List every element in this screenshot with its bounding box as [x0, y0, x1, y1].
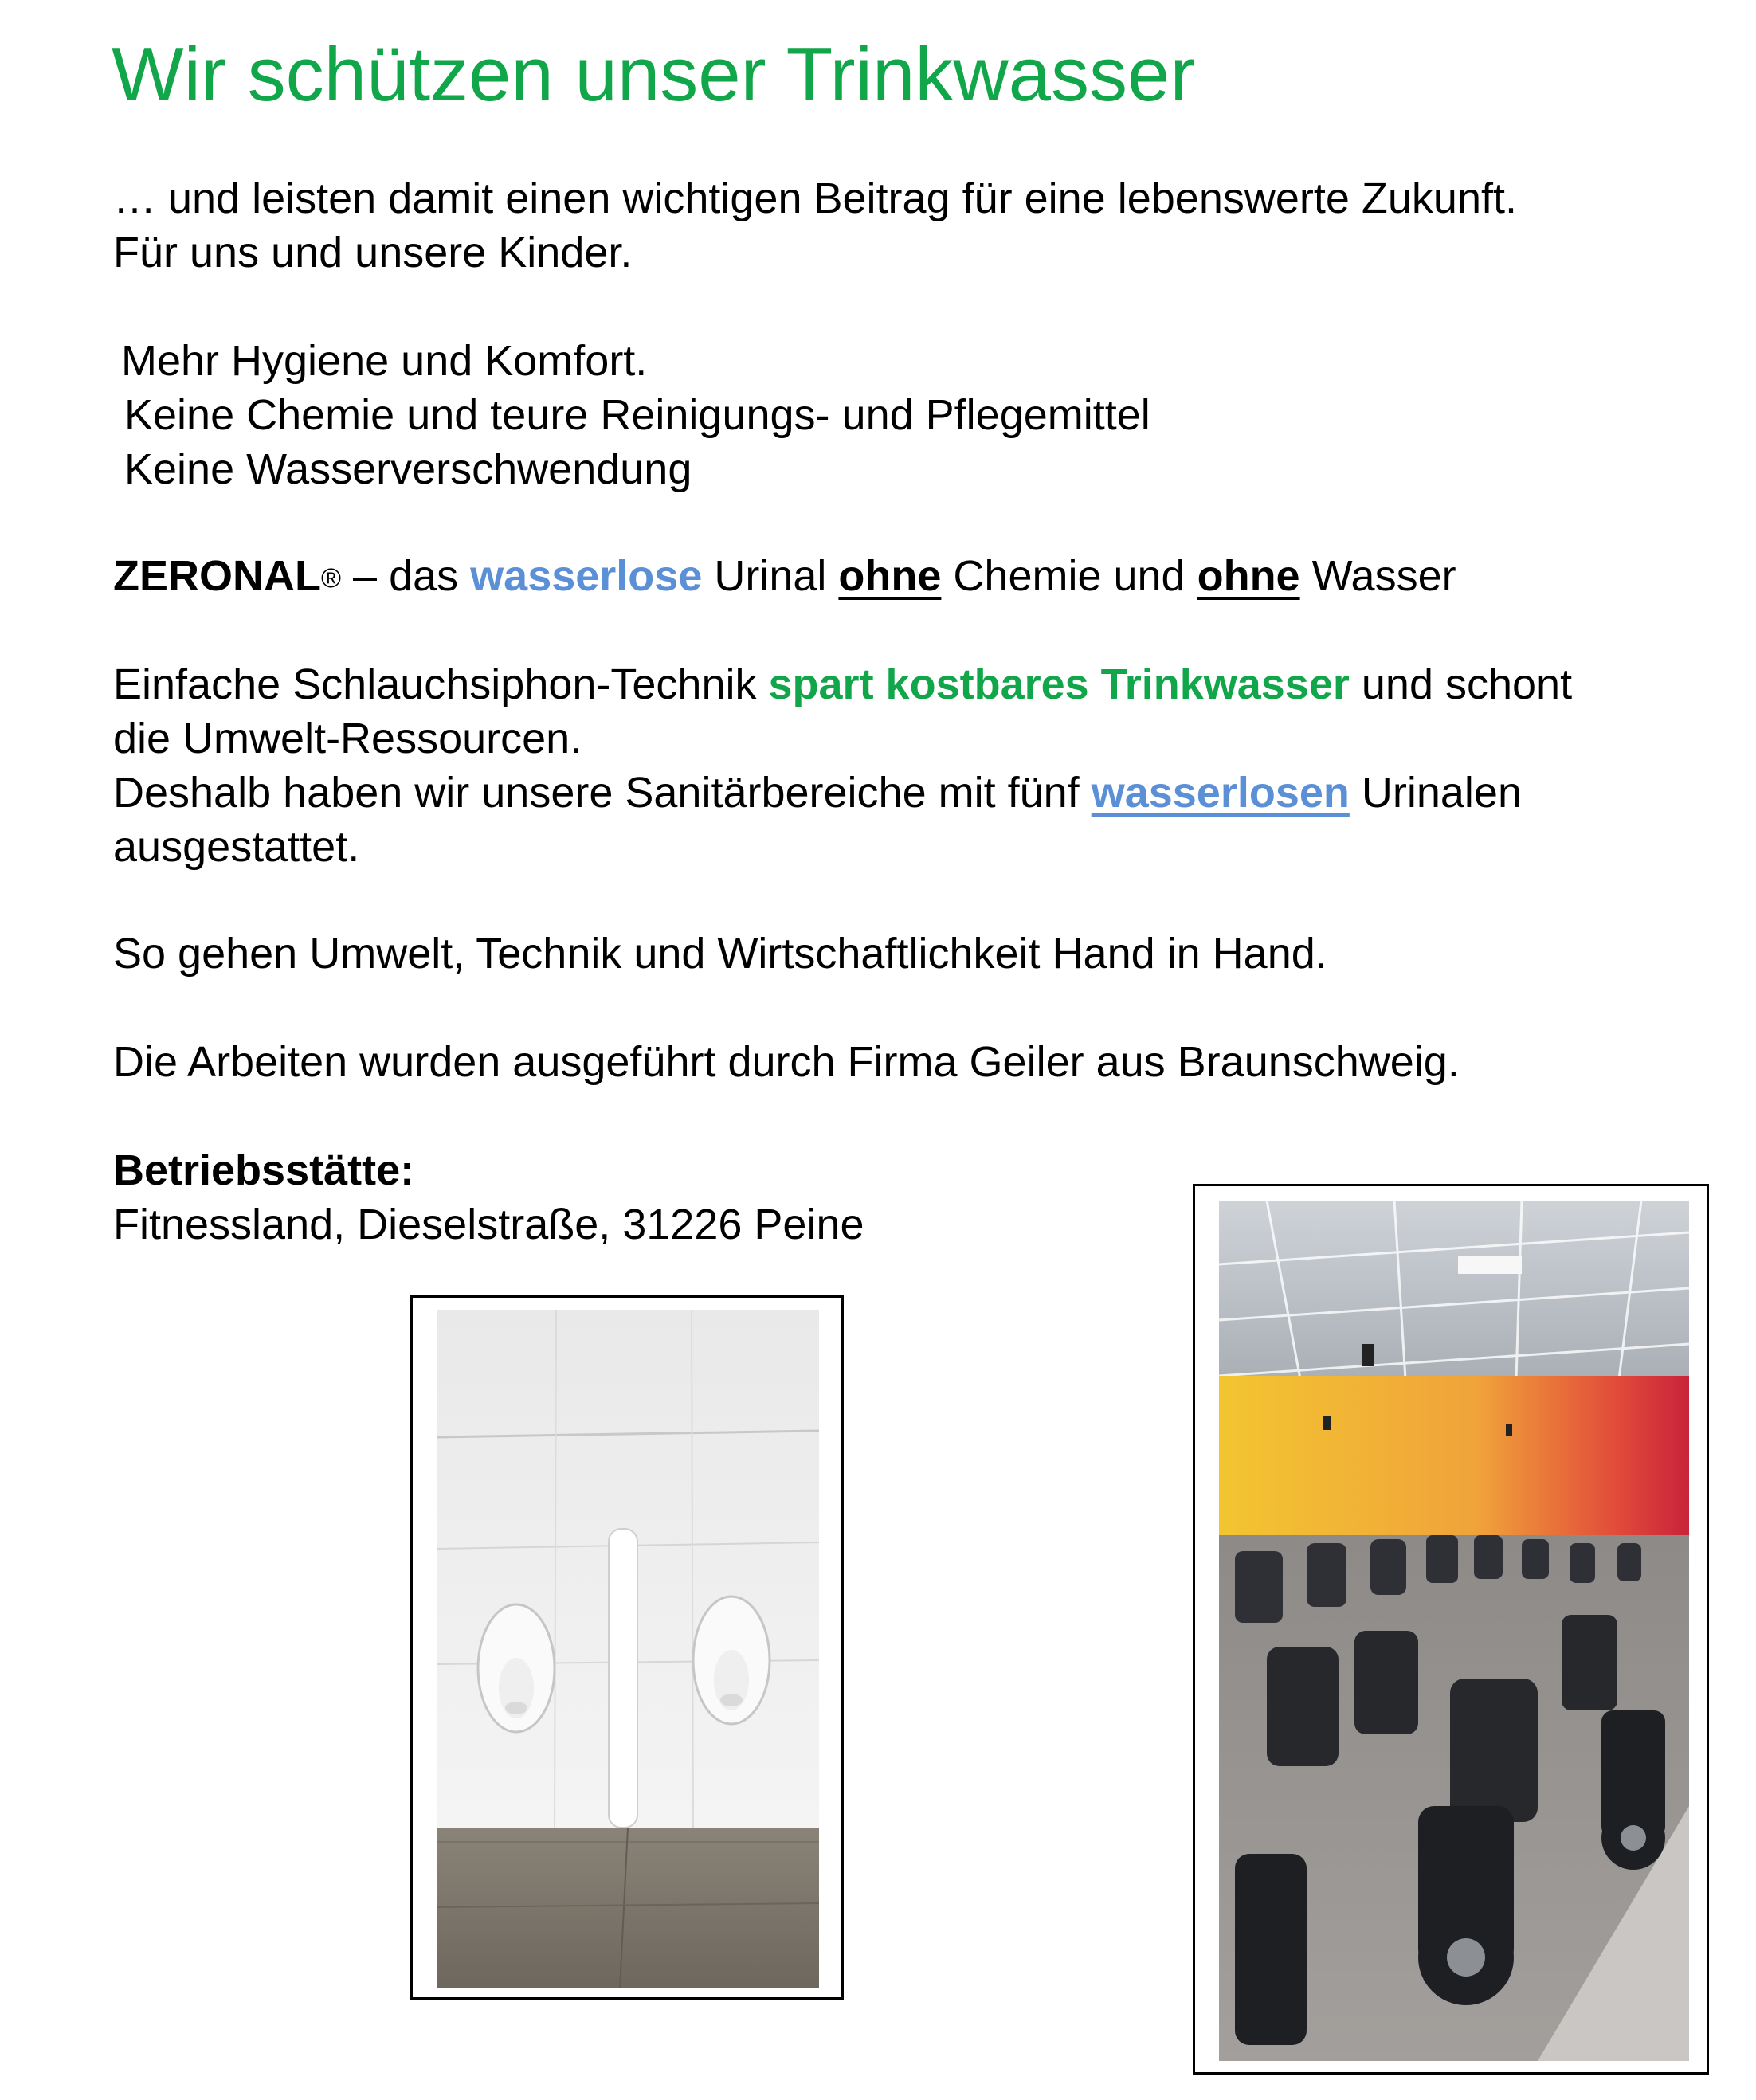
- technik-line-4: ausgestattet.: [113, 823, 360, 871]
- waterless-highlight: wasserlose: [470, 552, 703, 600]
- technik-line-2: die Umwelt-Ressourcen.: [113, 715, 582, 762]
- technik-line-1: Einfache Schlauchsiphon-Technik spart kostbares Trinkwasser und schont: [113, 660, 1573, 708]
- zeronal-line: ZERONAL® – das wasserlose Urinal ohne Chemie und ohne Wasser: [113, 552, 1456, 600]
- zeronal-brand: ZERONAL: [113, 552, 321, 600]
- intro-line-1: … und leisten damit einen wichtigen Beitrag für eine lebenswerte Zukunft.: [113, 174, 1517, 222]
- waterless-link: wasserlosen: [1091, 769, 1350, 817]
- hand-in-hand-text: So gehen Umwelt, Technik und Wirtschaftlichkeit Hand in Hand.: [113, 930, 1327, 978]
- site-address: Fitnessland, Dieselstraße, 31226 Peine: [113, 1201, 864, 1248]
- registered-mark: ®: [320, 563, 342, 594]
- contractor-text: Die Arbeiten wurden ausgeführt durch Firma Geiler aus Braunschweig.: [113, 1038, 1460, 1086]
- saves-water-highlight: spart kostbares Trinkwasser: [768, 660, 1350, 708]
- urinal-photo: [437, 1310, 819, 1988]
- page-title: Wir schützen unser Trinkwasser: [112, 32, 1196, 117]
- benefit-hygiene: Mehr Hygiene und Komfort.: [121, 337, 648, 385]
- technik-line-3: Deshalb haben wir unsere Sanitärbereiche mit fünf wasserlosen Urinalen: [113, 769, 1522, 817]
- gym-photo-frame: [1193, 1184, 1709, 2075]
- benefit-no-water-waste: Keine Wasserverschwendung: [124, 445, 692, 493]
- benefit-no-chemicals: Keine Chemie und teure Reinigungs- und Pflegemittel: [124, 391, 1150, 439]
- ohne-emphasis-1: ohne: [838, 552, 942, 600]
- site-label: Betriebsstätte:: [113, 1146, 415, 1194]
- ohne-emphasis-2: ohne: [1197, 552, 1300, 600]
- gym-photo: [1219, 1201, 1689, 2061]
- urinal-photo-frame: [410, 1295, 844, 2000]
- intro-line-2: Für uns und unsere Kinder.: [113, 229, 633, 276]
